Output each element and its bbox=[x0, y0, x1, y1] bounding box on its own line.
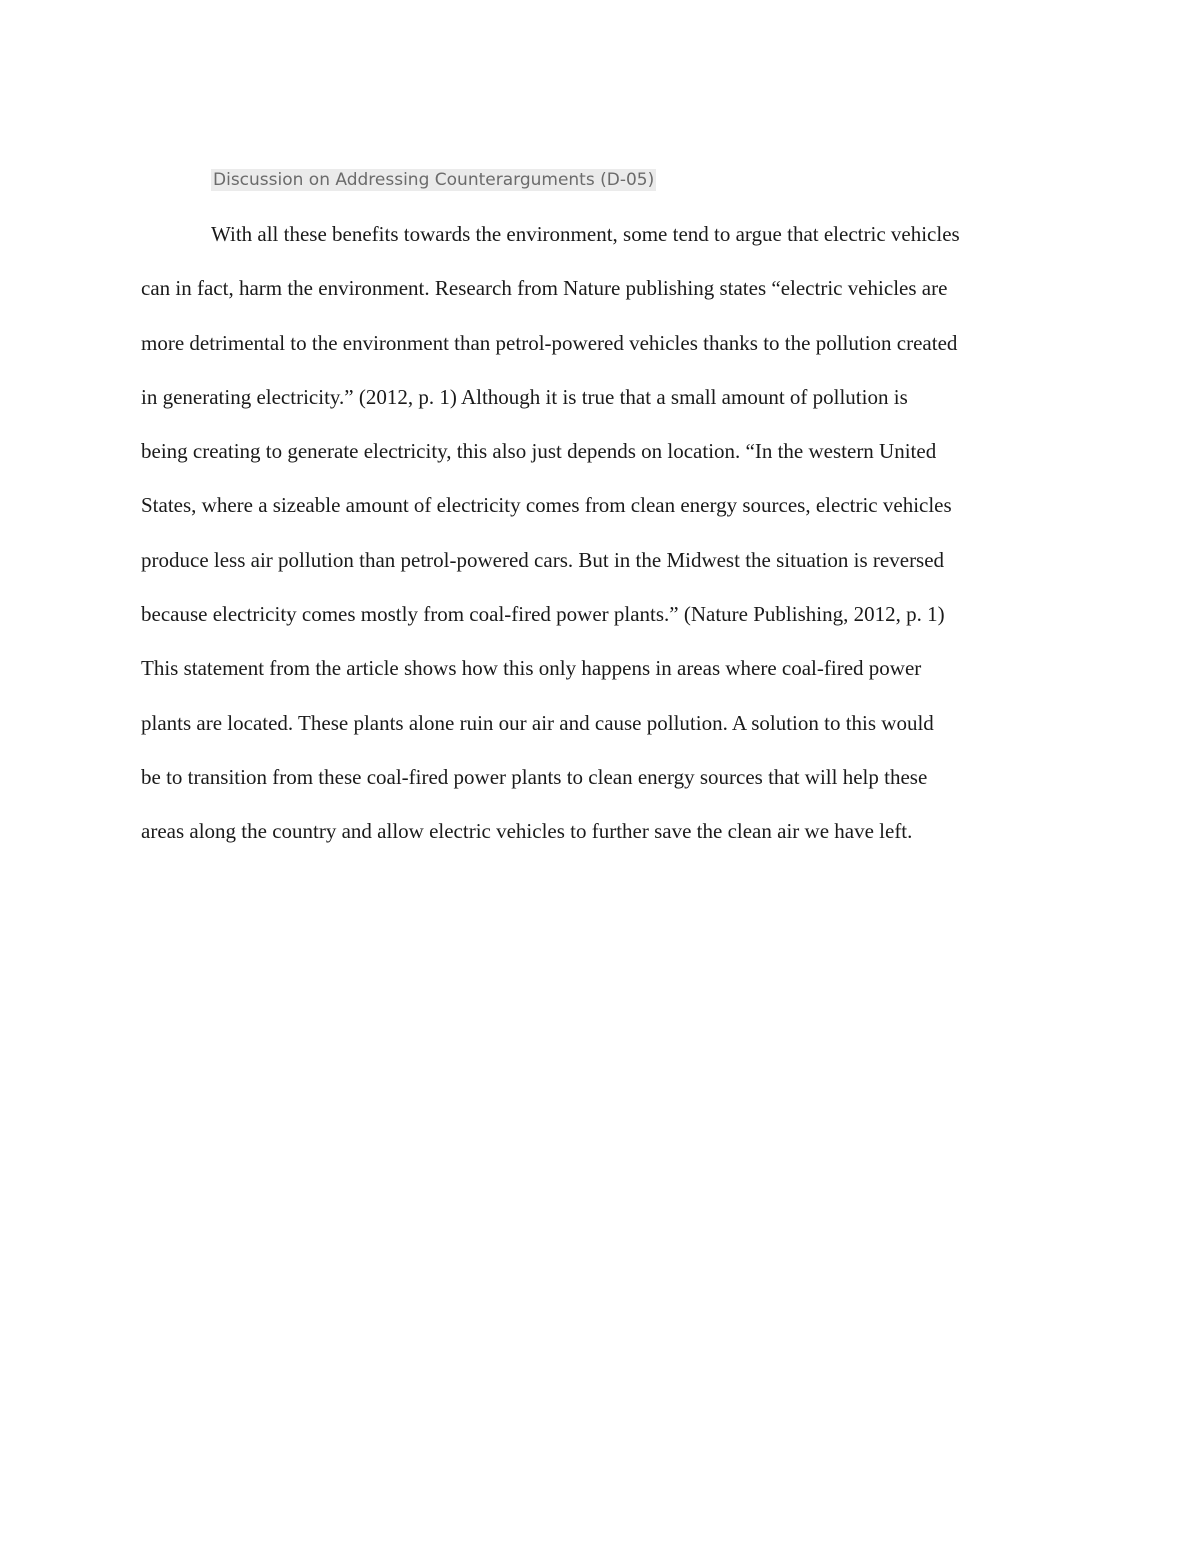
paragraph-line: produce less air pollution than petrol-powered cars. But in the Midwest the situation is reversed bbox=[141, 547, 945, 572]
document-heading: Discussion on Addressing Counterarguments (D-05) bbox=[213, 170, 655, 190]
paragraph-line: in generating electricity.” (2012, p. 1) Although it is true that a small amount of pollution is bbox=[141, 384, 908, 409]
paragraph-line: With all these benefits towards the environment, some tend to argue that electric vehicles bbox=[211, 222, 960, 246]
paragraph-line: because electricity comes mostly from coal-fired power plants.” (Nature Publishing, 2012, p. 1) bbox=[141, 602, 945, 627]
body-paragraph bbox=[141, 207, 1057, 859]
paragraph-line: be to transition from these coal-fired power plants to clean energy sources that will help these bbox=[141, 764, 928, 789]
paragraph-line: more detrimental to the environment than petrol-powered vehicles thanks to the pollution created bbox=[141, 330, 958, 355]
paragraph-line: areas along the country and allow electric vehicles to further save the clean air we have left. bbox=[141, 819, 913, 844]
paragraph-line: can in fact, harm the environment. Research from Nature publishing states “electric vehicles are bbox=[141, 276, 948, 301]
paragraph-line: plants are located. These plants alone ruin our air and cause pollution. A solution to this would bbox=[141, 710, 934, 735]
paragraph-line: This statement from the article shows how this only happens in areas where coal-fired power bbox=[141, 656, 922, 681]
paragraph-line: being creating to generate electricity, this also just depends on location. “In the western United bbox=[141, 439, 937, 464]
paragraph-line: States, where a sizeable amount of electricity comes from clean energy sources, electric vehicles bbox=[141, 493, 952, 518]
